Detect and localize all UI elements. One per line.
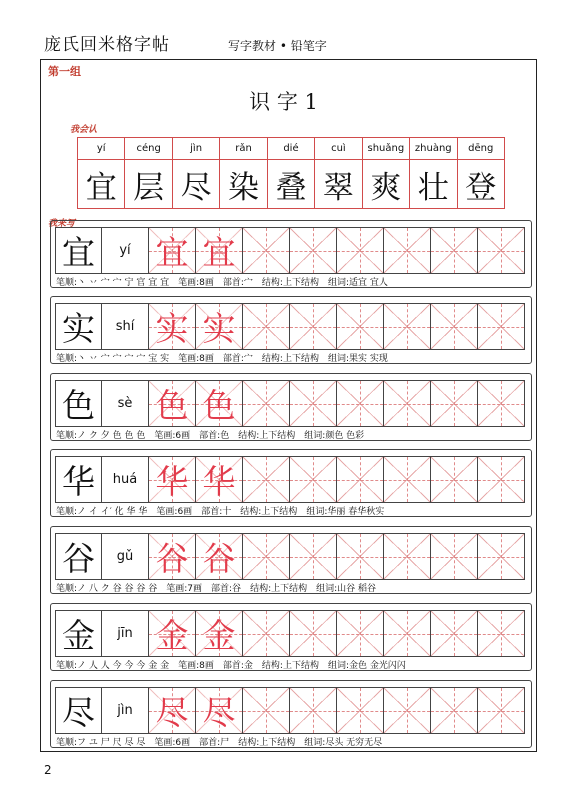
structure-label: 结构: bbox=[261, 661, 283, 671]
learn-pinyin: zhuàng bbox=[410, 138, 456, 160]
learn-char: 叠 bbox=[275, 169, 307, 206]
blank-practice-cell[interactable] bbox=[478, 380, 525, 427]
trace-char bbox=[149, 687, 196, 734]
stroke-count-label: 笔画: bbox=[178, 354, 200, 364]
writing-grid bbox=[55, 227, 525, 274]
radical-value: 金 bbox=[243, 661, 253, 671]
char-info-line bbox=[56, 275, 529, 288]
stroke-count-segment bbox=[178, 275, 214, 288]
word-examples-label: 组词: bbox=[327, 354, 350, 364]
stroke-count-label: 笔画: bbox=[154, 738, 176, 748]
blank-practice-cell[interactable] bbox=[431, 533, 478, 580]
learn-char-cell bbox=[124, 138, 171, 208]
practice-row bbox=[50, 680, 532, 748]
trace-char-text: 实 bbox=[202, 309, 236, 348]
writing-grid bbox=[55, 533, 525, 580]
blank-practice-cell[interactable] bbox=[478, 227, 525, 274]
learn-pinyin: dēng bbox=[458, 138, 504, 160]
stroke-count-value: 8画 bbox=[199, 661, 214, 671]
char-info-line bbox=[56, 735, 529, 748]
learn-pinyin: cuì bbox=[315, 138, 361, 160]
blank-practice-cell[interactable] bbox=[337, 687, 384, 734]
model-char: 实 bbox=[55, 303, 102, 350]
radical-segment bbox=[201, 504, 231, 517]
blank-practice-cell[interactable] bbox=[431, 380, 478, 427]
blank-practice-cell[interactable] bbox=[243, 227, 290, 274]
structure-label: 结构: bbox=[250, 584, 272, 594]
trace-char bbox=[196, 533, 243, 580]
practice-row bbox=[50, 373, 532, 441]
char-info-line bbox=[56, 581, 529, 594]
trace-char-text: 华 bbox=[202, 462, 236, 501]
structure-value: 上下结构 bbox=[282, 354, 319, 364]
stroke-count-value: 6画 bbox=[175, 431, 191, 441]
radical-label: 部首: bbox=[201, 507, 223, 517]
trace-char bbox=[196, 380, 243, 427]
learn-pinyin: rǎn bbox=[220, 138, 266, 160]
blank-practice-cell[interactable] bbox=[478, 610, 525, 657]
stroke-order-value: ノ イ イ′ 化 华 华 bbox=[77, 507, 148, 517]
structure-segment bbox=[250, 581, 307, 594]
structure-segment bbox=[262, 658, 319, 671]
radical-value: 色 bbox=[220, 431, 230, 441]
model-char: 宜 bbox=[55, 227, 102, 274]
blank-practice-cell[interactable] bbox=[478, 303, 525, 350]
page-number: 2 bbox=[44, 763, 52, 777]
blank-practice-cell[interactable] bbox=[431, 303, 478, 350]
word-examples-value: 山谷 稻谷 bbox=[337, 584, 377, 594]
blank-practice-cell[interactable] bbox=[384, 687, 431, 734]
stroke-count-segment bbox=[178, 351, 214, 364]
learn-char-cell bbox=[362, 138, 409, 208]
radical-value: 宀 bbox=[243, 354, 253, 364]
practice-row bbox=[50, 296, 532, 364]
word-examples-value: 金色 金光闪闪 bbox=[349, 661, 406, 671]
blank-practice-cell[interactable] bbox=[478, 687, 525, 734]
stroke-count-label: 笔画: bbox=[166, 584, 188, 594]
blank-practice-cell[interactable] bbox=[243, 610, 290, 657]
stroke-count-segment bbox=[154, 428, 190, 441]
blank-practice-cell[interactable] bbox=[337, 456, 384, 503]
blank-practice-cell[interactable] bbox=[384, 456, 431, 503]
radical-segment bbox=[223, 275, 253, 288]
writing-grid bbox=[55, 610, 525, 657]
stroke-order-segment bbox=[56, 504, 147, 517]
learn-pinyin: dié bbox=[268, 138, 314, 160]
stroke-order-value: ノ 人 人 今 今 今 金 金 bbox=[77, 661, 170, 671]
writing-grid bbox=[55, 456, 525, 503]
radical-segment bbox=[199, 735, 229, 748]
stroke-count-segment bbox=[154, 735, 190, 748]
learn-char-cell bbox=[78, 138, 124, 208]
trace-char bbox=[196, 610, 243, 657]
radical-label: 部首: bbox=[199, 738, 221, 748]
blank-practice-cell[interactable] bbox=[431, 610, 478, 657]
stroke-order-label: 笔顺: bbox=[56, 507, 78, 517]
word-examples-label: 组词: bbox=[316, 584, 338, 594]
lesson-title: 识 字 1 bbox=[249, 90, 318, 114]
char-pinyin: jìn bbox=[102, 687, 149, 734]
learn-char: 壮 bbox=[417, 169, 449, 206]
structure-value: 上下结构 bbox=[261, 507, 298, 517]
blank-practice-cell[interactable] bbox=[243, 456, 290, 503]
stroke-order-value: フ ユ 尸 尺 尽 尽 bbox=[77, 738, 146, 748]
stroke-order-value: ノ ク 夕 色 色 色 bbox=[77, 431, 146, 441]
trace-char bbox=[149, 610, 196, 657]
char-info-line bbox=[56, 351, 529, 364]
group-label: 第一组 bbox=[48, 65, 81, 78]
trace-char-text: 金 bbox=[155, 616, 189, 655]
char-info-line bbox=[56, 428, 529, 441]
trace-char-text: 金 bbox=[202, 616, 236, 655]
trace-char bbox=[149, 380, 196, 427]
learn-char-cell bbox=[219, 138, 266, 208]
word-examples-segment bbox=[316, 581, 376, 594]
blank-practice-cell[interactable] bbox=[243, 303, 290, 350]
stroke-count-label: 笔画: bbox=[178, 661, 200, 671]
stroke-count-segment bbox=[166, 581, 202, 594]
blank-practice-cell[interactable] bbox=[290, 610, 337, 657]
radical-segment bbox=[223, 351, 253, 364]
word-examples-segment bbox=[306, 504, 384, 517]
trace-char-text: 色 bbox=[202, 386, 236, 425]
radical-label: 部首: bbox=[211, 584, 233, 594]
blank-practice-cell[interactable] bbox=[290, 456, 337, 503]
char-info-line bbox=[56, 658, 529, 671]
learn-char-cell bbox=[457, 138, 504, 208]
blank-practice-cell[interactable] bbox=[431, 227, 478, 274]
radical-segment bbox=[223, 658, 253, 671]
blank-practice-cell[interactable] bbox=[384, 533, 431, 580]
structure-segment bbox=[240, 504, 297, 517]
learn-pinyin: shuǎng bbox=[363, 138, 409, 160]
structure-label: 结构: bbox=[261, 354, 283, 364]
radical-value: 谷 bbox=[232, 584, 242, 594]
structure-label: 结构: bbox=[238, 431, 260, 441]
learn-char: 翠 bbox=[322, 169, 354, 206]
trace-char-text: 宜 bbox=[155, 233, 189, 272]
learn-char: 登 bbox=[465, 169, 497, 206]
structure-segment bbox=[238, 428, 295, 441]
structure-value: 上下结构 bbox=[271, 584, 308, 594]
char-pinyin: shí bbox=[102, 303, 149, 350]
learn-pinyin: jìn bbox=[173, 138, 219, 160]
stroke-order-value: 丶 丷 宀 宀 宀 宀 宝 实 bbox=[77, 354, 170, 364]
blank-practice-cell[interactable] bbox=[290, 303, 337, 350]
blank-practice-cell[interactable] bbox=[243, 533, 290, 580]
stroke-order-label: 笔顺: bbox=[56, 661, 78, 671]
char-pinyin: sè bbox=[102, 380, 149, 427]
word-examples-segment bbox=[328, 351, 388, 364]
blank-practice-cell[interactable] bbox=[384, 610, 431, 657]
radical-label: 部首: bbox=[222, 661, 244, 671]
structure-label: 结构: bbox=[261, 278, 283, 288]
radical-label: 部首: bbox=[222, 354, 244, 364]
structure-value: 上下结构 bbox=[259, 431, 296, 441]
blank-practice-cell[interactable] bbox=[290, 227, 337, 274]
char-pinyin: gǔ bbox=[102, 533, 149, 580]
stroke-order-label: 笔顺: bbox=[56, 431, 78, 441]
recognize-tag: 我会认 bbox=[70, 125, 98, 135]
learn-char-cell bbox=[409, 138, 456, 208]
char-pinyin: jīn bbox=[102, 610, 149, 657]
stroke-count-label: 笔画: bbox=[154, 431, 176, 441]
model-char: 华 bbox=[55, 456, 102, 503]
stroke-count-value: 8画 bbox=[199, 354, 214, 364]
char-pinyin: huá bbox=[102, 456, 149, 503]
structure-value: 上下结构 bbox=[282, 278, 319, 288]
stroke-order-label: 笔顺: bbox=[56, 738, 78, 748]
radical-segment bbox=[199, 428, 229, 441]
radical-label: 部首: bbox=[222, 278, 244, 288]
word-examples-label: 组词: bbox=[304, 431, 326, 441]
learn-char: 宜 bbox=[85, 169, 117, 206]
word-examples-segment bbox=[304, 428, 364, 441]
stroke-order-segment bbox=[56, 351, 169, 364]
blank-practice-cell[interactable] bbox=[384, 380, 431, 427]
word-examples-label: 组词: bbox=[327, 661, 350, 671]
blank-practice-cell[interactable] bbox=[290, 380, 337, 427]
learn-char-cell bbox=[314, 138, 361, 208]
stroke-order-label: 笔顺: bbox=[56, 354, 78, 364]
practice-row bbox=[50, 603, 532, 671]
word-examples-segment bbox=[304, 735, 382, 748]
practice-row bbox=[50, 220, 532, 288]
write-tag: 我来写 bbox=[48, 219, 76, 229]
stroke-order-label: 笔顺: bbox=[56, 584, 78, 594]
learn-char: 尽 bbox=[180, 169, 212, 206]
stroke-order-segment bbox=[56, 658, 169, 671]
structure-label: 结构: bbox=[238, 738, 260, 748]
stroke-count-value: 7画 bbox=[187, 584, 202, 594]
learn-char-cell bbox=[267, 138, 314, 208]
model-char: 金 bbox=[55, 610, 102, 657]
word-examples-label: 组词: bbox=[327, 278, 350, 288]
radical-label: 部首: bbox=[199, 431, 221, 441]
model-char: 色 bbox=[55, 380, 102, 427]
trace-char-text: 宜 bbox=[202, 233, 236, 272]
trace-char bbox=[196, 227, 243, 274]
learn-characters-table bbox=[77, 137, 505, 209]
word-examples-value: 颜色 色彩 bbox=[325, 431, 365, 441]
subtitle: 写字教材 • 铅笔字 bbox=[228, 39, 327, 53]
structure-segment bbox=[262, 351, 319, 364]
model-char: 谷 bbox=[55, 533, 102, 580]
blank-practice-cell[interactable] bbox=[290, 687, 337, 734]
stroke-count-value: 6画 bbox=[175, 738, 191, 748]
stroke-order-label: 笔顺: bbox=[56, 278, 78, 288]
stroke-count-segment bbox=[156, 504, 192, 517]
learn-char: 爽 bbox=[370, 169, 402, 206]
stroke-order-value: ノ 八 ク 谷 谷 谷 谷 bbox=[77, 584, 158, 594]
blank-practice-cell[interactable] bbox=[243, 687, 290, 734]
stroke-order-value: 丶 丷 宀 宀 宁 官 宜 宜 bbox=[77, 278, 170, 288]
writing-grid bbox=[55, 687, 525, 734]
stroke-count-value: 6画 bbox=[177, 507, 193, 517]
trace-char-text: 色 bbox=[155, 386, 189, 425]
practice-row bbox=[50, 449, 532, 517]
blank-practice-cell[interactable] bbox=[478, 533, 525, 580]
writing-grid bbox=[55, 303, 525, 350]
word-examples-label: 组词: bbox=[304, 738, 326, 748]
blank-practice-cell[interactable] bbox=[337, 303, 384, 350]
learn-char: 染 bbox=[228, 169, 260, 206]
word-examples-label: 组词: bbox=[306, 507, 328, 517]
radical-value: 宀 bbox=[243, 278, 253, 288]
blank-practice-cell[interactable] bbox=[337, 380, 384, 427]
structure-value: 上下结构 bbox=[259, 738, 296, 748]
blank-practice-cell[interactable] bbox=[384, 303, 431, 350]
learn-char: 层 bbox=[133, 169, 165, 206]
radical-value: 十 bbox=[222, 507, 232, 517]
word-examples-value: 尽头 无穷无尽 bbox=[325, 738, 383, 748]
stroke-order-segment bbox=[56, 428, 145, 441]
word-examples-segment bbox=[328, 658, 406, 671]
practice-row bbox=[50, 526, 532, 594]
writing-grid bbox=[55, 380, 525, 427]
structure-label: 结构: bbox=[240, 507, 262, 517]
trace-char-text: 实 bbox=[155, 309, 189, 348]
trace-char-text: 华 bbox=[155, 462, 189, 501]
trace-char bbox=[149, 303, 196, 350]
stroke-order-segment bbox=[56, 581, 157, 594]
trace-char bbox=[196, 303, 243, 350]
stroke-order-segment bbox=[56, 735, 145, 748]
blank-practice-cell[interactable] bbox=[337, 610, 384, 657]
blank-practice-cell[interactable] bbox=[337, 227, 384, 274]
stroke-count-value: 8画 bbox=[199, 278, 214, 288]
stroke-order-segment bbox=[56, 275, 169, 288]
structure-value: 上下结构 bbox=[282, 661, 319, 671]
trace-char-text: 尽 bbox=[202, 693, 236, 732]
blank-practice-cell[interactable] bbox=[337, 533, 384, 580]
learn-char-cell bbox=[172, 138, 219, 208]
learn-pinyin: céng bbox=[125, 138, 171, 160]
trace-char bbox=[149, 456, 196, 503]
blank-practice-cell[interactable] bbox=[431, 687, 478, 734]
blank-practice-cell[interactable] bbox=[431, 456, 478, 503]
blank-practice-cell[interactable] bbox=[478, 456, 525, 503]
trace-char bbox=[196, 456, 243, 503]
word-examples-segment bbox=[328, 275, 388, 288]
radical-value: 尸 bbox=[220, 738, 230, 748]
word-examples-value: 华丽 春华秋实 bbox=[327, 507, 385, 517]
structure-segment bbox=[262, 275, 319, 288]
char-pinyin: yí bbox=[102, 227, 149, 274]
blank-practice-cell[interactable] bbox=[384, 227, 431, 274]
brand-title: 庞氏回米格字帖 bbox=[44, 35, 170, 55]
word-examples-value: 果实 实现 bbox=[349, 354, 388, 364]
trace-char-text: 尽 bbox=[155, 693, 189, 732]
trace-char bbox=[196, 687, 243, 734]
word-examples-value: 适宜 宜人 bbox=[349, 278, 388, 288]
stroke-count-segment bbox=[178, 658, 214, 671]
trace-char-text: 谷 bbox=[202, 539, 236, 578]
blank-practice-cell[interactable] bbox=[290, 533, 337, 580]
trace-char bbox=[149, 227, 196, 274]
trace-char-text: 谷 bbox=[155, 539, 189, 578]
structure-segment bbox=[238, 735, 295, 748]
char-info-line bbox=[56, 504, 529, 517]
model-char: 尽 bbox=[55, 687, 102, 734]
stroke-count-label: 笔画: bbox=[156, 507, 178, 517]
stroke-count-label: 笔画: bbox=[178, 278, 200, 288]
blank-practice-cell[interactable] bbox=[243, 380, 290, 427]
learn-pinyin: yí bbox=[78, 138, 124, 160]
trace-char bbox=[149, 533, 196, 580]
radical-segment bbox=[211, 581, 241, 594]
